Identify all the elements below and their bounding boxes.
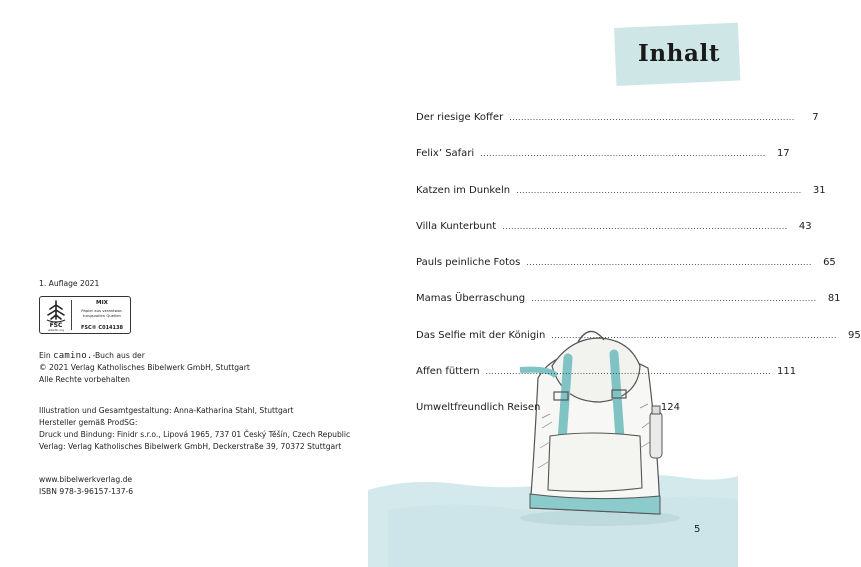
imprint-credits-block <box>39 405 359 453</box>
toc-entry-title: Der riesige Koffer <box>416 112 504 123</box>
camino-suffix: -Buch aus der <box>92 351 145 360</box>
toc-entry[interactable] <box>416 293 841 329</box>
page-number: 5 <box>694 524 701 535</box>
fsc-logo <box>39 296 131 334</box>
dot-leader: ................................................................................................. <box>480 149 766 159</box>
rights-line: Alle Rechte vorbehalten <box>39 375 130 384</box>
fsc-mix: MIX <box>96 300 108 306</box>
fsc-description-line2: tungsvollen Quellen <box>83 312 121 318</box>
contents-title: Inhalt <box>638 40 721 67</box>
toc-entry[interactable] <box>416 257 836 293</box>
dot-leader: ................................................................................................. <box>509 113 795 122</box>
printing-line: Druck und Bindung: Finidr s.r.o., Lipová 1965, 737 01 Český Těšín, Czech Republic <box>39 430 351 439</box>
toc-entry[interactable] <box>416 184 826 221</box>
toc-entry-page: 95 <box>848 329 861 341</box>
toc-entry-page: 111 <box>777 366 797 378</box>
camino-line <box>39 350 359 362</box>
dot-leader: ................................................................................................. <box>551 330 837 340</box>
toc-entry-title: Mamas Überraschung <box>416 293 526 305</box>
toc-entry-title: Affen füttern <box>416 366 480 378</box>
toc-entry-title: Katzen im Dunkeln <box>416 184 511 196</box>
camino-prefix: Ein <box>39 351 54 360</box>
dot-leader: ................................................................................................. <box>516 185 802 195</box>
table-of-contents <box>416 112 861 439</box>
dot-leader: ................................................................................................. <box>502 221 788 231</box>
fsc-divider <box>71 300 72 330</box>
toc-entry-page: 43 <box>798 220 812 232</box>
manufacturer-line: Hersteller gemäß ProdSG: <box>39 418 138 427</box>
imprint-block <box>39 278 359 290</box>
copyright-line: © 2021 Verlag Katholisches Bibelwerk GmbH, Stuttgart <box>39 363 250 372</box>
toc-entry[interactable] <box>416 220 812 257</box>
fsc-code: FSC® C014138 <box>81 325 123 331</box>
toc-entry[interactable] <box>416 366 797 402</box>
toc-entry[interactable] <box>416 329 861 366</box>
toc-entry-page: 65 <box>823 257 836 269</box>
toc-entry[interactable] <box>416 112 819 148</box>
imprint-web-block <box>39 474 359 498</box>
toc-entry-title: Umweltfreundlich Reisen <box>416 402 541 414</box>
toc-entry-page: 124 <box>660 402 680 414</box>
toc-entry[interactable] <box>416 402 680 438</box>
dot-leader: ................................................................................................. <box>531 294 817 304</box>
fsc-label: FSC <box>49 322 63 329</box>
toc-entry-title: Das Selfie mit der Königin <box>416 329 546 341</box>
fsc-url: www.fsc.org <box>48 329 64 332</box>
illustration-line: Illustration und Gesamtgestaltung: Anna-Katharina Stahl, Stuttgart <box>39 406 294 415</box>
edition-line: 1. Auflage 2021 <box>39 279 100 288</box>
website-line: www.bibelwerkverlag.de <box>39 475 133 484</box>
dot-leader: ................................................................................................. <box>485 367 771 377</box>
publisher-line: Verlag: Verlag Katholisches Bibelwerk GmbH, Deckerstraße 39, 70372 Stuttgart <box>39 442 342 451</box>
toc-entry-title: Villa Kunterbunt <box>416 220 497 232</box>
toc-entry-page: 7 <box>812 112 819 123</box>
isbn-line: ISBN 978-3-96157-137-6 <box>39 487 134 496</box>
fsc-description-line1: Papier aus verantwor- <box>81 308 123 313</box>
toc-entry[interactable] <box>416 148 790 184</box>
toc-entry-title: Pauls peinliche Fotos <box>416 257 521 269</box>
fsc-description <box>74 309 130 318</box>
imprint-publisher-block <box>39 350 359 386</box>
toc-entry-page: 81 <box>827 293 841 305</box>
toc-entry-title: Felix’ Safari <box>416 148 475 160</box>
camino-logo: camino. <box>53 351 93 361</box>
dot-leader: ................................................................................................. <box>526 258 812 268</box>
toc-entry-page: 31 <box>812 184 826 196</box>
toc-entry-page: 17 <box>776 148 790 160</box>
